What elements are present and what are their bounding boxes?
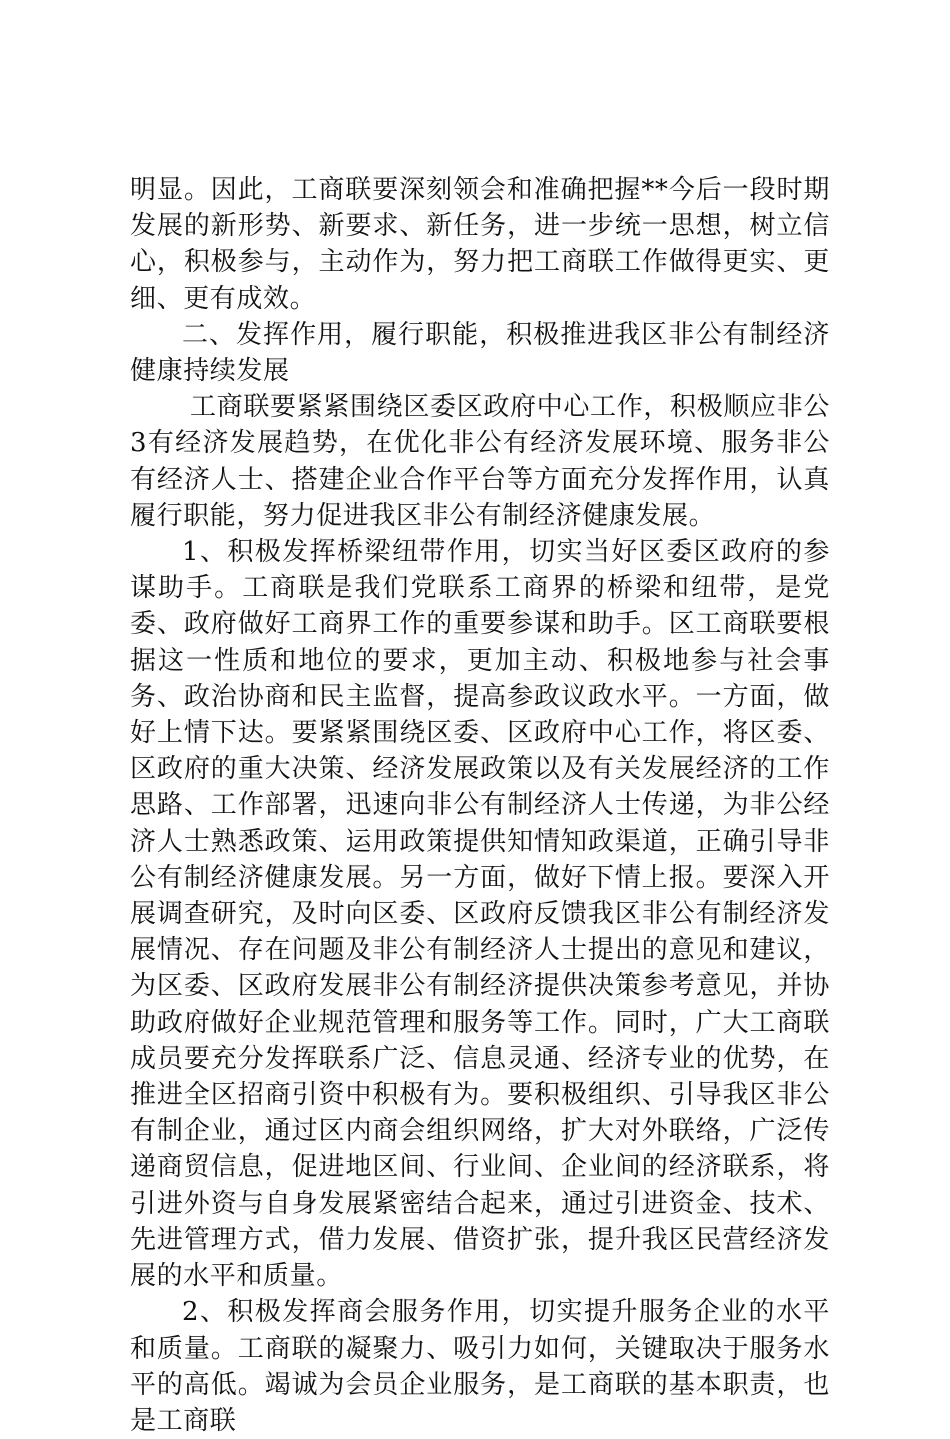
paragraph-intro: 工商联要紧紧围绕区委区政府中心工作，积极顺应非公3有经济发展趋势，在优化非公有经济发展环境、服务非公有经济人士、搭建企业合作平台等方面充分发挥作用，认真履行职能，努力促进我区非公有制经济健康发展。 — [130, 392, 830, 531]
document-body — [130, 172, 830, 1439]
paragraph-item-2: 2、积极发挥商会服务作用，切实提升服务企业的水平和质量。工商联的凝聚力、吸引力如何，关键取决于服务水平的高低。竭诚为会员企业服务，是工商联的基本职责，也是工商联 — [130, 1297, 830, 1436]
paragraph-continuation: 明显。因此，工商联要深刻领会和准确把握**今后一段时期发展的新形势、新要求、新任务，进一步统一思想，树立信心，积极参与，主动作为，努力把工商联工作做得更实、更细、更有成效。 — [130, 175, 830, 314]
section-heading: 二、发挥作用，履行职能，积极推进我区非公有制经济健康持续发展 — [130, 319, 830, 387]
paragraph-item-1: 1、积极发挥桥梁纽带作用，切实当好区委区政府的参谋助手。工商联是我们党联系工商界的桥梁和纽带，是党委、政府做好工商界工作的重要参谋和助手。区工商联要根据这一性质和地位的要求，更加主动、积极地参与社会事务、政治协商和民主监督，提高参政议政水平。一方面，做好上情下达。要紧紧围绕区委、区政府中心工作，将区委、区政府的重大决策、经济发展政策以及有关发展经济的工作思路、工作部署，迅速向非公有制经济人士传递，为非公经济人士熟悉政策、运用政策提供知情知政渠道，正确引导非公有制经济健康发展。另一方面，做好下情上报。要深入开展调查研究，及时向区委、区政府反馈我区非公有制经济发展情况、存在问题及非公有制经济人士提出的意见和建议，为区委、区政府发展非公有制经济提供决策参考意见，并协助政府做好企业规范管理和服务等工作。同时，广大工商联成员要充分发挥联系广泛、信息灵通、经济专业的优势，在推进全区招商引资中积极有为。要积极组织、引导我区非公有制企业，通过区内商会组织网络，扩大对外联络，广泛传递商贸信息，促进地区间、行业间、企业间的经济联系，将引进外资与自身发展紧密结合起来，通过引进资金、技术、先进管理方式，借力发展、借资扩张，提升我区民营经济发展的水平和质量。 — [130, 537, 830, 1292]
